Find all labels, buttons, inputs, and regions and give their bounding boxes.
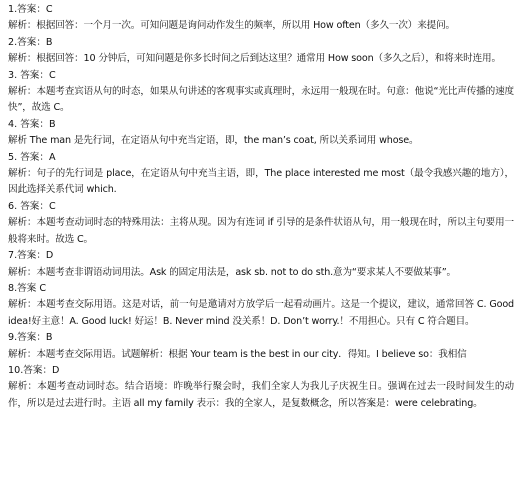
answer-item-4 [8, 117, 514, 150]
answer-line: 8.答案 C [8, 282, 47, 294]
explanation-text: 解析：本题考查动词时态的特殊用法：主将从现。因为有连词 if 引导的是条件状语从句，用一般现在时，所以主句要用一般将来时。故选 C。 [8, 217, 514, 245]
answer-item-8 [8, 281, 514, 330]
answer-line: 5. 答案：A [8, 151, 56, 163]
answer-line: 3. 答案：C [8, 69, 56, 81]
answer-line: 6. 答案：C [8, 200, 56, 212]
explanation-text: 解析：本题考查交际用语。这是对话，前一句是邀请对方放学后一起看动画片。这是一个提议，建议，通常回答 C. Good idea!好主意！A. Good luck! 好运！B. Never mind 没关系！D. Don’t worry.！不用担心。只有 C 符合题目。 [8, 299, 514, 327]
answer-item-2 [8, 35, 514, 68]
answer-line: 10.答案：D [8, 364, 60, 376]
explanation-text: 解析：本题考查宾语从句的时态，如果从句讲述的客观事实或真理时，永远用一般现在时。句意：他说“光比声传播的速度快”，故选 C。 [8, 86, 514, 114]
answer-item-6 [8, 199, 514, 248]
explanation-text: 解析：本题考查非谓语动词用法。Ask 的固定用法是，ask sb. not to do sth.意为“要求某人不要做某事”。 [8, 266, 457, 278]
answer-item-9 [8, 330, 514, 363]
explanation-text: 解析：本题考查动词时态。结合语境：昨晚举行聚会时，我们全家人为我儿子庆祝生日。强调在过去一段时间发生的动作，所以是过去进行时。主语 all my family 表示：我的全家人，是复数概念，所以答案是：were celebrating。 [8, 381, 514, 409]
answer-line: 9.答案：B [8, 332, 53, 344]
answer-item-5 [8, 150, 514, 199]
answer-line: 2.答案：B [8, 36, 53, 48]
explanation-text: 解析：句子的先行词是 place，在定语从句中充当主语，即，The place interested me most（最令我感兴趣的地方），因此选择关系代词 which. [8, 168, 514, 196]
explanation-text: 解析：本题考查交际用语。试题解析：根据 Your team is the best in our city．得知。I believe so：我相信 [8, 348, 467, 360]
answer-item-1 [8, 2, 514, 35]
explanation-text: 解析 The man 是先行词，在定语从句中充当定语，即，the man’s coat, 所以关系词用 whose。 [8, 135, 419, 147]
answer-item-3 [8, 68, 514, 117]
answer-item-10 [8, 363, 514, 412]
answer-line: 7.答案：D [8, 250, 54, 262]
explanation-text: 解析：根据回答：10 分钟后，可知问题是你多长时间之后到达这里？通常用 How soon（多久之后），和将来时连用。 [8, 53, 501, 65]
explanation-text: 解析：根据回答：一个月一次。可知问题是询问动作发生的频率，所以用 How often（多久一次）来提问。 [8, 20, 455, 32]
answer-line: 4. 答案：B [8, 118, 56, 130]
answer-line: 1.答案：C [8, 4, 53, 15]
answer-item-7 [8, 248, 514, 281]
